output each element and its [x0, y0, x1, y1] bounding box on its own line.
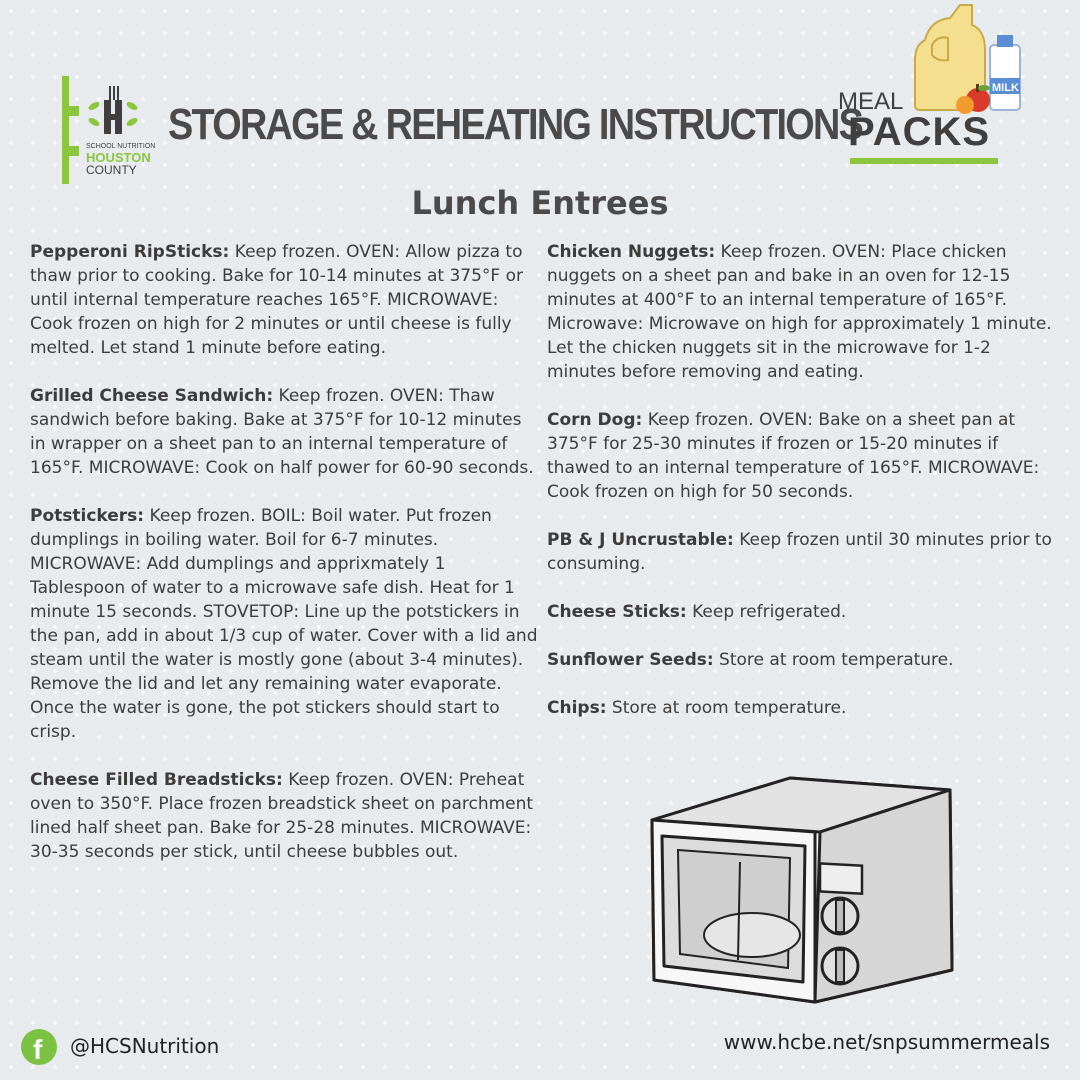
page-title: STORAGE & REHEATING INSTRUCTIONS [168, 100, 863, 149]
microwave-illustration [640, 770, 970, 1010]
item-name: PB & J Uncrustable: [547, 530, 734, 550]
instruction-item [30, 504, 538, 744]
item-name: Chips: [547, 698, 607, 718]
instruction-item [547, 408, 1062, 504]
meal-packs-illustration [910, 0, 1025, 115]
item-text: Keep frozen. OVEN: Place chicken nuggets on a sheet pan and bake in an oven for 12-15 minutes at 400°F to an internal temperature of 165°F. Microwave: Microwave on high for approximately 1 minute. Let the chicken nuggets sit in the microwave for 1-2 minutes before removing and eating. [547, 242, 1052, 382]
item-text: Keep frozen. OVEN: Allow pizza to thaw prior to cooking. Bake for 10-14 minutes at 375°F or until internal temperature reaches 165°F. MICROWAVE: Cook frozen on high for 2 minutes or until cheese is fully melted. Let stand 1 minute before eating. [30, 242, 524, 358]
meal-label: MEAL [838, 88, 904, 115]
item-text: Store at room temperature. [713, 650, 954, 670]
item-text: Keep frozen. OVEN: Thaw sandwich before baking. Bake at 375°F for 10-12 minutes in wrapper on a sheet pan to an internal temperature of 165°F. MICROWAVE: Cook on half power for 60-90 seconds. [30, 386, 534, 478]
item-name: Cheese Sticks: [547, 602, 687, 622]
item-text: Keep frozen. OVEN: Preheat oven to 350°F. Place frozen breadstick sheet on parchment lined half sheet pan. Bake for 25-28 minutes. MICROWAVE: 30-35 seconds per stick, until cheese bubbles out. [30, 770, 534, 862]
item-text: Keep frozen. BOIL: Boil water. Put frozen dumplings in boiling water. Boil for 6-7 minutes. MICROWAVE: Add dumplings and apprixmately 1 Tablespoon of water to a microwave safe dish. Heat for 1 minute 15 seconds. STOVETOP: Line up the potstickers in the pan, add in about 1/3 cup of water. Cover with a lid and steam until the water is mostly gone (about 3-4 minutes). Remove the lid and let any remaining water evaporate. Once the water is gone, the pot stickers should start to crisp. [30, 506, 538, 742]
instruction-item [547, 696, 1062, 720]
instruction-item [547, 600, 1062, 624]
item-name: Cheese Filled Breadsticks: [30, 770, 283, 790]
item-text: Keep frozen. OVEN: Bake on a sheet pan at 375°F for 25-30 minutes if frozen or 15-20 minutes if thawed to an internal temperature of 165°F. MICROWAVE: Cook frozen on high for 50 seconds. [547, 410, 1040, 502]
instruction-item [30, 240, 538, 360]
meal-packs-badge [830, 0, 1030, 170]
item-name: Grilled Cheese Sandwich: [30, 386, 274, 406]
logo-line-3: COUNTY [86, 163, 137, 177]
packs-label: PACKS [848, 110, 991, 154]
item-name: Pepperoni RipSticks: [30, 242, 230, 262]
item-name: Sunflower Seeds: [547, 650, 714, 670]
packs-underline [850, 158, 998, 164]
instruction-item [547, 648, 1062, 672]
facebook-letter: f [33, 1034, 43, 1065]
item-text: Keep frozen until 30 minutes prior to consuming. [547, 530, 1052, 574]
left-column [30, 240, 538, 888]
item-name: Chicken Nuggets: [547, 242, 716, 262]
instruction-item [30, 768, 538, 864]
instruction-item [547, 240, 1062, 384]
item-text: Store at room temperature. [606, 698, 847, 718]
facebook-icon[interactable] [20, 1028, 58, 1066]
houston-county-logo [62, 76, 162, 188]
website-link[interactable]: www.hcbe.net/snpsummermeals [723, 1030, 1050, 1054]
instruction-item [30, 384, 538, 480]
item-text: Keep refrigerated. [686, 602, 847, 622]
item-name: Corn Dog: [547, 410, 643, 430]
item-name: Potstickers: [30, 506, 145, 526]
right-column [547, 240, 1062, 744]
section-title: Lunch Entrees [411, 184, 669, 222]
logo-line-1: SCHOOL NUTRITION [86, 143, 156, 150]
instruction-item [547, 528, 1062, 576]
milk-label: MILK [992, 82, 1019, 94]
logo-line-2: HOUSTON [86, 150, 151, 165]
social-handle[interactable]: @HCSNutrition [70, 1034, 220, 1058]
